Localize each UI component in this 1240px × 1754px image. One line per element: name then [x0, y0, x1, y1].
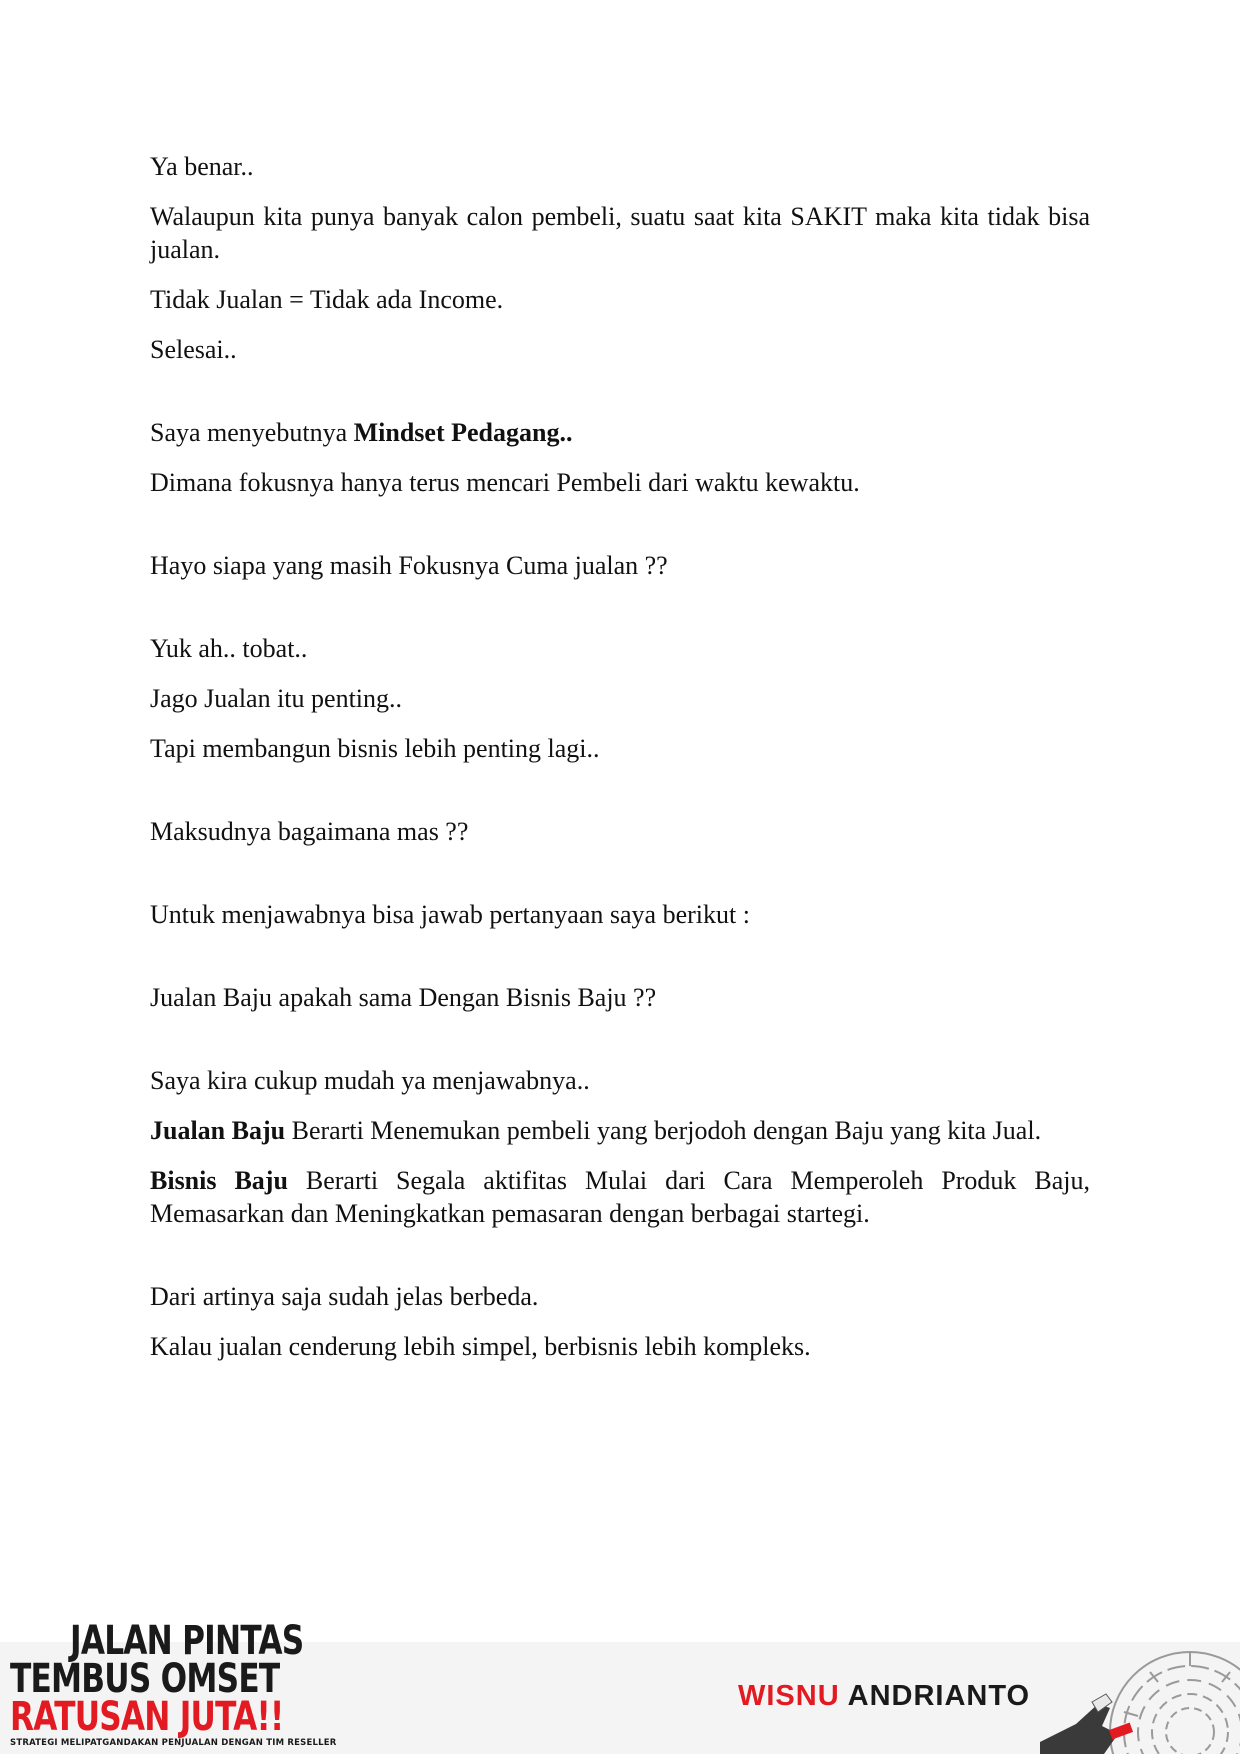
logo-line-3: RATUSAN JUTA!!: [10, 1694, 284, 1740]
paragraph-text: Berarti Menemukan pembeli yang berjodoh dengan Baju yang kita Jual.: [285, 1116, 1042, 1145]
paragraph: Tapi membangun bisnis lebih penting lagi..: [150, 734, 600, 763]
paragraph: Dari artinya saja sudah jelas berbeda.: [150, 1282, 539, 1311]
paragraph-text: Saya menyebutnya: [150, 418, 354, 447]
paragraph: [150, 1164, 1090, 1230]
paragraph-text: Berarti Segala aktifitas Mulai dari Cara Memperoleh Produk Baju, Memasarkan dan Meningkatkan pemasaran dengan berbagai startegi.: [150, 1166, 1090, 1228]
hand-icon: [1040, 1694, 1133, 1754]
paragraph: Hayo siapa yang masih Fokusnya Cuma jualan ??: [150, 551, 668, 580]
paragraph: Yuk ah.. tobat..: [150, 634, 308, 663]
paragraph: Tidak Jualan = Tidak ada Income.: [150, 285, 504, 314]
paragraph: Kalau jualan cenderung lebih simpel, berbisnis lebih kompleks.: [150, 1332, 811, 1361]
book-logo: [10, 1618, 350, 1754]
paragraph: Ya benar..: [150, 152, 254, 181]
author-first-name: WISNU: [738, 1680, 840, 1712]
paragraph: [150, 1114, 1090, 1147]
page-footer: [0, 1618, 1240, 1754]
logo-line-1: JALAN PINTAS: [70, 1618, 304, 1664]
paragraph: Saya kira cukup mudah ya menjawabnya..: [150, 1066, 590, 1095]
logo-line-2: TEMBUS OMSET: [10, 1656, 280, 1702]
paragraph: Maksudnya bagaimana mas ??: [150, 817, 469, 846]
paragraph: Dimana fokusnya hanya terus mencari Pembeli dari waktu kewaktu.: [150, 468, 860, 497]
bold-term: Jualan Baju: [150, 1116, 286, 1145]
logo-tagline: STRATEGI MELIPATGANDAKAN PENJUALAN DENGAN TIM RESELLER: [10, 1738, 337, 1748]
paragraph: [150, 416, 1090, 449]
paragraph: Jualan Baju apakah sama Dengan Bisnis Baju ??: [150, 983, 657, 1012]
paragraph: Jago Jualan itu penting..: [150, 684, 403, 713]
bold-term: Bisnis Baju: [150, 1166, 288, 1195]
bold-term: Mindset Pedagang..: [353, 418, 573, 447]
maze-graphic-icon: [1040, 1642, 1240, 1754]
paragraph: Untuk menjawabnya bisa jawab pertanyaan saya berikut :: [150, 900, 750, 929]
body-text: [150, 150, 1090, 1380]
author-name: [738, 1680, 1030, 1713]
paragraph: Selesai..: [150, 335, 237, 364]
author-last-name: ANDRIANTO: [847, 1680, 1031, 1712]
paragraph: Walaupun kita punya banyak calon pembeli, suatu saat kita SAKIT maka kita tidak bisa jualan.: [150, 202, 1090, 264]
